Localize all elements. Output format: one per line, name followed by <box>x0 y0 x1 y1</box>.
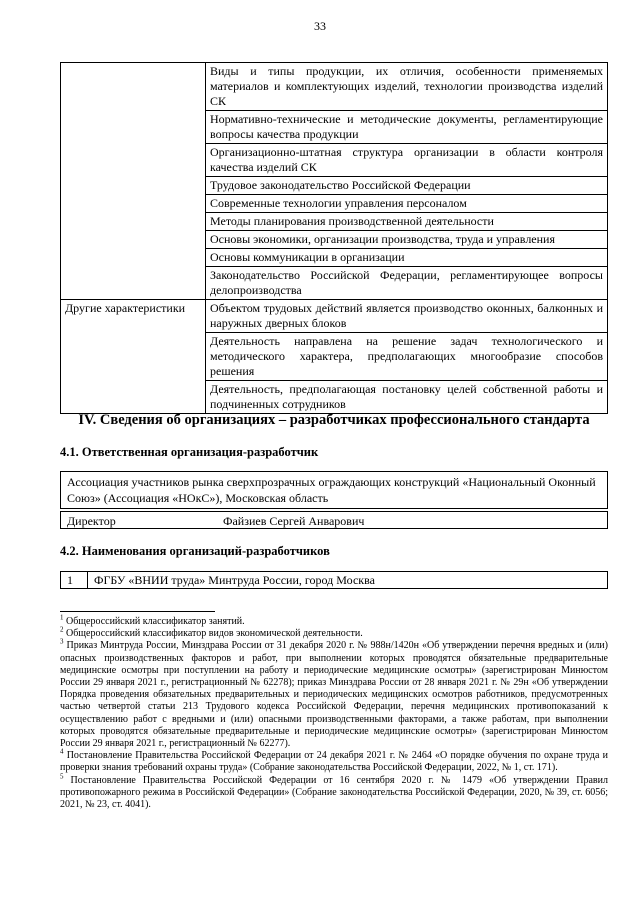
footnote-mark: 1 <box>60 613 64 622</box>
knowledge-item: Методы планирования производственной деятельности <box>206 213 608 231</box>
knowledge-item: Нормативно-технические и методические документы, регламентирующие вопросы качества продукции <box>206 111 608 144</box>
developer-name: ФГБУ «ВНИИ труда» Минтруда России, город Москва <box>88 572 608 589</box>
footnote-text: Общероссийский классификатор видов экономической деятельности. <box>63 628 363 640</box>
footnote-text: Постановление Правительства Российской Федерации от 24 декабря 2021 г. № 2464 «О порядке обучения по охране труда и проверки знания требований охраны труда» (Собрание законодательства Российской Федерации, 2022, № 1, ст. 171). <box>60 750 608 774</box>
subsection-title-developers: 4.2. Наименования организаций-разработчиков <box>60 544 330 558</box>
other-item: Деятельность направлена на решение задач технологического и методического характера, предполагающих многообразие способов решения <box>206 333 608 381</box>
knowledge-item: Трудовое законодательство Российской Федерации <box>206 177 608 195</box>
footnote <box>60 747 608 774</box>
head-name: Файзиев Сергей Анварович <box>223 514 365 528</box>
footnote-mark: 2 <box>60 625 64 634</box>
developers-table <box>60 571 608 589</box>
other-item: Деятельность, предполагающая постановку целей собственной работы и подчиненных сотрудников <box>206 381 608 414</box>
table-row <box>61 572 608 589</box>
footnotes <box>60 613 608 811</box>
knowledge-item: Виды и типы продукции, их отличия, особенности применяемых материалов и комплектующих изделий, технологии производства изделий СК <box>206 63 608 111</box>
other-characteristics-label: Другие характеристики <box>61 300 206 414</box>
footnote <box>60 613 608 628</box>
table-row <box>61 300 608 333</box>
footnote <box>60 625 608 640</box>
footnote-mark: 4 <box>60 747 64 756</box>
knowledge-table <box>60 62 608 414</box>
developer-number: 1 <box>61 572 88 589</box>
footnote-text: Постановление Правительства Российской Федерации от 16 сентября 2020 г. № 1479 «Об утверждении Правил противопожарного режима в Российской Федерации» (Собрание законодательства Российской Федерации, 2020, № 39, ст. 6056; 2021, № 23, ст. 4041). <box>60 774 608 811</box>
footnote-divider <box>60 611 215 612</box>
section-title: IV. Сведения об организациях – разработчиках профессионального стандарта <box>78 412 590 428</box>
table-row <box>61 63 608 111</box>
responsible-org: Ассоциация участников рынка сверхпрозрачных ограждающих конструкций «Национальный Оконный Союз» (Ассоциация «НОкС»), Московская область <box>60 471 608 509</box>
knowledge-item: Основы экономики, организации производства, труда и управления <box>206 231 608 249</box>
footnote-mark: 3 <box>60 638 64 647</box>
footnote-mark: 5 <box>60 772 64 781</box>
org-head-row <box>60 511 608 529</box>
head-position: Директор <box>67 514 116 528</box>
footnote-text: Приказ Минтруда России, Минздрава России от 31 декабря 2020 г. № 988н/1420н «Об утверждении перечня вредных и (или) опасных производственных факторов и работ, при выполнении которых проводятся обязательные предварительные медицинские осмотры при поступлении на работу и периодические медицинские осмотры» (зарегистрирован Минюстом России 29 января 2021 г., регистрационный № 62278); приказ Минздрава России от 28 января 2021 г. № 29н «Об утверждении Порядка проведения обязательных предварительных и периодических медицинских осмотров работников, предусмотренных частью четвертой статьи 213 Трудового кодекса Российской Федерации, перечня медицинских противопоказаний к осуществлению работ с вредными и (или) опасными производственными факторами, а также работам, при выполнении которых проводятся обязательные предварительные и периодические медицинские осмотры» (зарегистрирован Минюстом России 29 января 2021 г., регистрационный № 62277). <box>60 640 608 750</box>
subsection-title-responsible: 4.1. Ответственная организация-разработчик <box>60 445 319 459</box>
left-cell-empty <box>61 63 206 300</box>
knowledge-item: Законодательство Российской Федерации, регламентирующее вопросы делопроизводства <box>206 267 608 300</box>
knowledge-item: Организационно-штатная структура организации в области контроля качества изделий СК <box>206 144 608 177</box>
footnote <box>60 772 608 812</box>
other-item: Объектом трудовых действий является производство оконных, балконных и наружных дверных блоков <box>206 300 608 333</box>
footnote-text: Общероссийский классификатор занятий. <box>63 616 245 627</box>
footnote <box>60 640 608 750</box>
knowledge-item: Основы коммуникации в организации <box>206 249 608 267</box>
knowledge-item: Современные технологии управления персоналом <box>206 195 608 213</box>
page-number: 33 <box>314 19 326 33</box>
